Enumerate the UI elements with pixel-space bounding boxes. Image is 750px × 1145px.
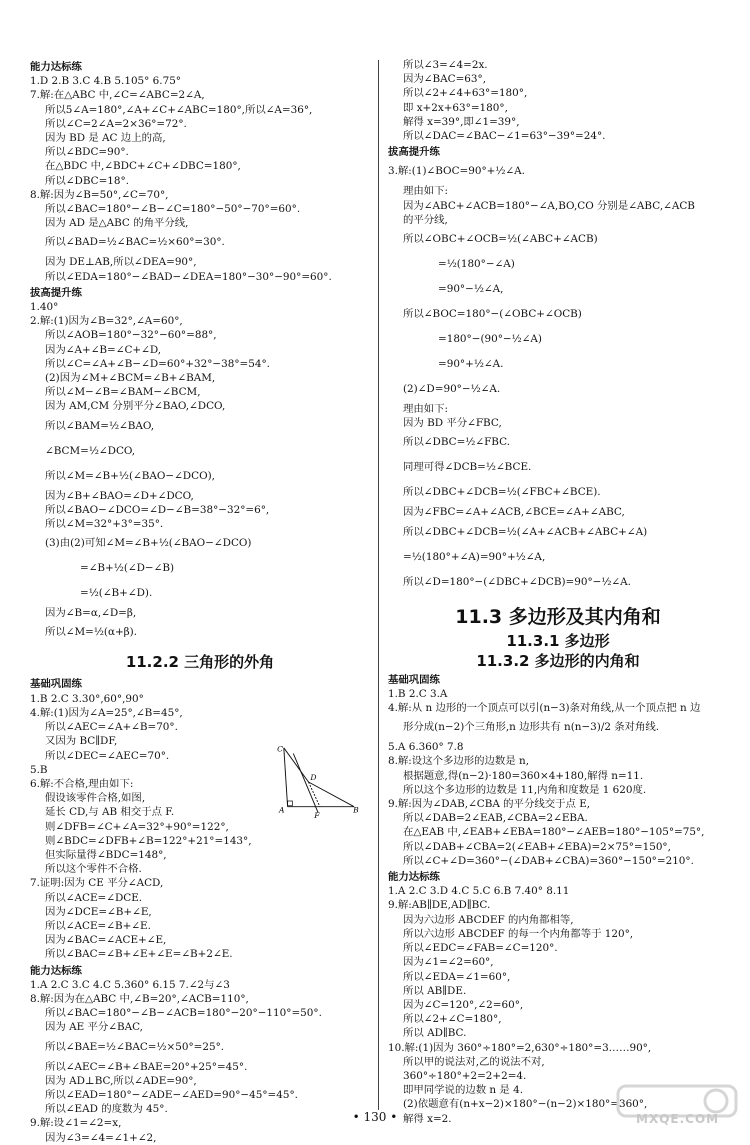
side-db bbox=[309, 782, 355, 807]
right-text-line: 所以∠C+∠D=360°−(∠DAB+∠CBA)=360°−150°=210°. bbox=[403, 854, 694, 867]
right-text-line: 所以∠DAC=∠BAC−∠1=63°−39°=24°. bbox=[403, 130, 606, 143]
left-text-line: 因为∠B=α,∠D=β, bbox=[45, 607, 137, 620]
left-text-line: 因为 AM,CM 分别平分∠BAO,∠DCO, bbox=[45, 400, 226, 413]
left-text-line: 在△BDC 中,∠BDC+∠C+∠DBC=180°, bbox=[45, 160, 241, 173]
left-text-line: 因为 AD 是△ABC 的角平分线, bbox=[45, 217, 189, 230]
left-text-line: 所以∠DEC=∠AEC=70°. bbox=[45, 749, 170, 762]
right-text-line: 因为∠1=∠2=60°, bbox=[403, 956, 494, 969]
left-text-line: 因为∠BAC=∠ACE+∠E, bbox=[45, 934, 167, 947]
right-text-line: 理由如下: bbox=[403, 185, 449, 198]
left-text-line: 所以∠BAC=180°−∠B−∠C=180°−50°−70°=60°. bbox=[45, 203, 301, 216]
left-section-heading: 能力达标练 bbox=[30, 61, 82, 73]
left-text-line: 假设该零件合格,如图, bbox=[45, 792, 146, 805]
left-text-line: 所以∠BDC=90°. bbox=[45, 146, 129, 159]
page-number: • 130 • bbox=[352, 1110, 398, 1124]
left-text-line: 4.解:(1)因为∠A=25°,∠B=45°, bbox=[30, 706, 183, 719]
left-text-line: 所以∠ACE=∠DCE. bbox=[45, 891, 143, 904]
left-text-line: 因为∠A+∠B=∠C+∠D, bbox=[45, 343, 162, 356]
left-text-line: 1.D 2.B 3.C 4.B 5.105° 6.75° bbox=[30, 75, 181, 88]
right-text-line: 所以∠EDC=∠FAB=∠C=120°. bbox=[403, 942, 558, 955]
left-text-line: 所以∠AEC=∠A+∠B=70°. bbox=[45, 721, 178, 734]
left-text-line: 延长 CD,与 AB 相交于点 F. bbox=[45, 806, 175, 819]
left-text-line: 所以∠EDA=180°−∠BAD−∠DEA=180°−30°−90°=60°. bbox=[45, 270, 332, 283]
right-text-line: 所以∠DAB=2∠EAB,∠CBA=2∠EBA. bbox=[403, 812, 588, 825]
left-text-line: (2)因为∠M+∠BCM=∠B+∠BAM, bbox=[45, 372, 216, 385]
right-text-line: 所以∠OBC+∠OCB=½(∠ABC+∠ACB) bbox=[403, 233, 598, 246]
left-text-line: 所以∠BAC=180°−∠B−∠ACB=180°−20°−110°=50°. bbox=[45, 1007, 322, 1020]
left-text-line: 所以∠M=½(α+β). bbox=[45, 626, 138, 639]
left-text-line: 所以∠BAO−∠DCO=∠D−∠B=38°−32°=6°, bbox=[45, 503, 270, 516]
left-text-line: 所以这个零件不合格. bbox=[45, 863, 142, 876]
right-text-line: (2)依题意有(n+x−2)×180°−(n−2)×180°=360°, bbox=[403, 1098, 648, 1111]
left-text-line: 所以∠M=32°+3°=35°. bbox=[45, 518, 164, 531]
side-cd bbox=[284, 748, 309, 782]
left-text-line: 1.A 2.C 3.C 4.C 5.360° 6.15 7.∠2与∠3 bbox=[30, 978, 230, 991]
left-section-heading: 拔高提升练 bbox=[30, 286, 82, 299]
right-text-line: 4.解:从 n 边形的一个顶点可以引(n−3)条对角线,从一个顶点把 n 边 bbox=[388, 702, 701, 715]
right-text-line: 根据题意,得(n−2)·180=360×4+180,解得 n=11. bbox=[403, 769, 644, 782]
left-text-line: 所以∠DBC=18°. bbox=[45, 174, 130, 187]
right-text-line: 所以这个多边形的边数是 11,内角和度数是 1 620度. bbox=[403, 783, 647, 796]
left-text-line: 因为 DE⊥AB,所以∠DEA=90°, bbox=[45, 256, 197, 269]
right-text-line: 即 x+2x+63°=180°, bbox=[403, 101, 508, 114]
right-text-line: 所以 AB∥DE. bbox=[403, 984, 467, 997]
right-text-line: 所以 AD∥BC. bbox=[403, 1027, 467, 1040]
left-text-line: 所以∠C=∠A+∠B−∠D=60°+32°−38°=54°. bbox=[45, 357, 270, 370]
right-text-line: 解得 x=39°,即∠1=39°, bbox=[403, 115, 520, 128]
right-text-line: 所以∠3=∠4=2x. bbox=[403, 59, 488, 71]
right-text-line: 因为∠C=120°,∠2=60°, bbox=[403, 998, 524, 1011]
right-text-line: 所以∠DBC+∠DCB=½(∠A+∠ACB+∠ABC+∠A) bbox=[403, 525, 648, 538]
right-text-line: 所以∠DBC+∠DCB=½(∠FBC+∠BCE). bbox=[403, 486, 601, 499]
right-text-line: 因为∠FBC=∠A+∠ACB,∠BCE=∠A+∠ABC, bbox=[403, 506, 625, 519]
left-text-line: 所以∠AOB=180°−32°−60°=88°, bbox=[45, 329, 217, 342]
right-section-heading: 能力达标练 bbox=[388, 871, 440, 884]
left-text-line: 所以∠AEC=∠B+∠BAE=20°+25°=45°. bbox=[45, 1060, 248, 1073]
right-column bbox=[388, 58, 728, 1126]
left-text-line: 则∠DFB=∠C+∠A=32°+90°=122°, bbox=[45, 820, 229, 833]
right-text-line: 所以甲的说法对,乙的说法不对, bbox=[403, 1055, 545, 1068]
left-text-line: 1.B 2.C 3.30°,60°,90° bbox=[30, 692, 144, 705]
left-text-line: 所以∠C=2∠A=2×36°=72°. bbox=[45, 117, 187, 130]
left-text-line: 2.解:(1)因为∠B=32°,∠A=60°, bbox=[30, 315, 183, 328]
left-text-line: 9.解:设∠1=∠2=x, bbox=[30, 1117, 122, 1130]
right-text-line: 所以∠BOC=180°−(∠OBC+∠OCB) bbox=[403, 308, 582, 321]
right-text-line: 10.解:(1)因为 360°÷180°=2,630°÷180°=3……90°, bbox=[388, 1041, 652, 1054]
right-text-line: =½(180°−∠A) bbox=[438, 258, 515, 271]
left-text-line: 所以∠BAD=½∠BAC=½×60°=30°. bbox=[45, 236, 225, 249]
left-text-line: 因为∠B+∠BAO=∠D+∠DCO, bbox=[45, 489, 194, 502]
right-text-line: 所以∠EDA=∠1=60°, bbox=[403, 970, 511, 983]
label-b: B bbox=[353, 805, 359, 815]
left-section-heading: 能力达标练 bbox=[30, 964, 82, 977]
left-text-line: 所以∠M=∠B+½(∠BAO−∠DCO), bbox=[45, 469, 215, 482]
inner-line bbox=[293, 754, 318, 813]
right-angle-mark bbox=[288, 801, 293, 806]
left-text-line: ∠BCM=½∠DCO, bbox=[45, 444, 136, 457]
left-text-line: 因为 BD 是 AC 边上的高, bbox=[45, 132, 166, 145]
right-text-line: 9.解:因为∠DAB,∠CBA 的平分线交于点 E, bbox=[388, 798, 591, 811]
left-text-line: 因为∠DCE=∠B+∠E, bbox=[45, 905, 152, 918]
left-text-line: 8.解:因为在△ABC 中,∠B=20°,∠ACB=110°, bbox=[30, 992, 249, 1005]
watermark-text: MXQE.COM bbox=[636, 1112, 720, 1126]
right-text-line: 因为∠ABC+∠ACB=180°−∠A,BO,CO 分别是∠ABC,∠ACB bbox=[403, 199, 695, 212]
left-text-line: 7.解:在△ABC 中,∠C=∠ABC=2∠A, bbox=[30, 89, 205, 102]
right-text-line: 所以∠DBC=½∠FBC. bbox=[403, 436, 511, 449]
left-text-line: 8.解:因为∠B=50°,∠C=70°, bbox=[30, 188, 169, 201]
right-text-line: 9.解:AB∥DE,AD∥BC. bbox=[388, 899, 491, 912]
right-text-line: 1.B 2.C 3.A bbox=[388, 687, 448, 700]
left-text-line: 所以5∠A=180°,∠A+∠C+∠ABC=180°,所以∠A=36°, bbox=[45, 103, 313, 116]
right-text-line: 5.A 6.360° 7.8 bbox=[388, 741, 464, 754]
left-text-line: 因为 AE 平分∠BAC, bbox=[45, 1021, 143, 1034]
left-text-line: 所以∠EAD=180°−∠ADE−∠AED=90°−45°=45°. bbox=[45, 1088, 298, 1101]
label-d: D bbox=[310, 773, 317, 783]
right-section-heading: 基础巩固练 bbox=[388, 673, 440, 686]
right-chapter-heading: 11.3.1 多边形 bbox=[506, 631, 610, 650]
left-text-line: 又因为 BC∥DF, bbox=[45, 735, 118, 748]
right-text-line: 即甲同学说的边数 n 是 4. bbox=[403, 1084, 524, 1097]
right-text-line: 在△EAB 中,∠EAB+∠EBA=180°−∠AEB=180°−105°=75°, bbox=[403, 826, 705, 839]
left-text-line: 则∠BDC=∠DFB+∠B=122°+21°=143°, bbox=[45, 834, 252, 847]
right-text-line: 因为∠BAC=63°, bbox=[403, 73, 487, 86]
part-diagram bbox=[276, 744, 360, 820]
right-text-line: 360°÷180°+2=2+2=4. bbox=[403, 1069, 527, 1082]
label-c: C bbox=[277, 744, 283, 754]
left-text-line: =½(∠B+∠D). bbox=[80, 587, 153, 600]
right-text-line: 所以∠D=180°−(∠DBC+∠DCB)=90°−½∠A. bbox=[403, 575, 631, 588]
left-text-line: 6.解:不合格,理由如下: bbox=[30, 777, 134, 790]
right-text-line: 所以∠2+∠C=180°, bbox=[403, 1013, 502, 1026]
left-text-line: 5.B bbox=[30, 763, 48, 776]
side-ac bbox=[284, 748, 288, 807]
right-text-line: =90°−½∠A, bbox=[438, 283, 504, 296]
left-text-line: 所以∠M−∠B=∠BAM−∠BCM, bbox=[45, 386, 201, 399]
left-text-line: 所以∠BAM=½∠BAO, bbox=[45, 419, 155, 432]
right-text-line: 同理可得∠DCB=½∠BCE. bbox=[403, 461, 532, 474]
left-column bbox=[30, 58, 370, 1145]
right-chapter-heading: 11.3.2 多边形的内角和 bbox=[476, 651, 640, 670]
right-text-line: 所以∠2+∠4+63°=180°, bbox=[403, 87, 528, 100]
left-text-line: 但实际量得∠BDC=148°, bbox=[45, 848, 167, 861]
right-text-line: 所以六边形 ABCDEF 的每一个内角都等于 120°, bbox=[403, 927, 634, 940]
right-text-line: 8.解:设这个多边形的边数是 n, bbox=[388, 755, 530, 768]
left-text-line: 所以∠BAC=∠B+∠E+∠E=∠B+2∠E. bbox=[45, 948, 233, 961]
column-divider bbox=[378, 60, 379, 1110]
left-text-line: =∠B+½(∠D−∠B) bbox=[80, 562, 175, 575]
right-text-line: 3.解:(1)∠BOC=90°+½∠A. bbox=[388, 165, 525, 178]
right-text-line: 所以∠DAB+∠CBA=2(∠EAB+∠EBA)=2×75°=150°, bbox=[403, 840, 671, 853]
left-text-line: (3)由(2)可知∠M=∠B+½(∠BAO−∠DCO) bbox=[45, 537, 252, 550]
left-text-line: 所以∠EAD 的度数为 45°. bbox=[45, 1103, 168, 1116]
left-text-line: 因为 AD⊥BC,所以∠ADE=90°, bbox=[45, 1074, 197, 1087]
left-text-line: 1.40° bbox=[30, 301, 59, 314]
right-text-line: =½(180°+∠A)=90°+½∠A, bbox=[403, 550, 546, 563]
right-text-line: 1.A 2.C 3.D 4.C 5.C 6.B 7.40° 8.11 bbox=[388, 885, 570, 898]
right-text-line: 解得 x=2. bbox=[403, 1112, 452, 1125]
right-text-line: 的平分线, bbox=[403, 213, 448, 226]
right-text-line: =180°−(90°−½∠A) bbox=[438, 333, 542, 346]
right-chapter-heading: 11.3 多边形及其内角和 bbox=[455, 605, 661, 628]
left-chapter-heading: 11.2.2 三角形的外角 bbox=[125, 653, 275, 672]
left-text-line: 所以∠ACE=∠B+∠E. bbox=[45, 919, 151, 932]
right-section-heading: 拔高提升练 bbox=[388, 146, 440, 159]
label-f: F bbox=[314, 811, 320, 820]
left-text-line: 7.证明:因为 CE 平分∠ACD, bbox=[30, 877, 164, 890]
right-text-line: 因为 BD 平分∠FBC, bbox=[403, 417, 502, 430]
right-text-line: (2)∠D=90°−½∠A. bbox=[403, 383, 501, 396]
right-text-line: 因为六边形 ABCDEF 的内角都相等, bbox=[403, 913, 574, 926]
left-text-line: 因为∠3=∠4=∠1+∠2, bbox=[45, 1131, 157, 1144]
left-text-line: 所以∠BAE=½∠BAC=½×50°=25°. bbox=[45, 1040, 225, 1053]
right-text-line: 理由如下: bbox=[403, 403, 449, 416]
label-a: A bbox=[279, 805, 285, 815]
left-section-heading: 基础巩固练 bbox=[30, 678, 82, 691]
right-text-line: 形分成(n−2)个三角形,n 边形共有 n(n−3)/2 条对角线. bbox=[403, 721, 660, 734]
right-text-line: =90°+½∠A. bbox=[438, 358, 504, 371]
